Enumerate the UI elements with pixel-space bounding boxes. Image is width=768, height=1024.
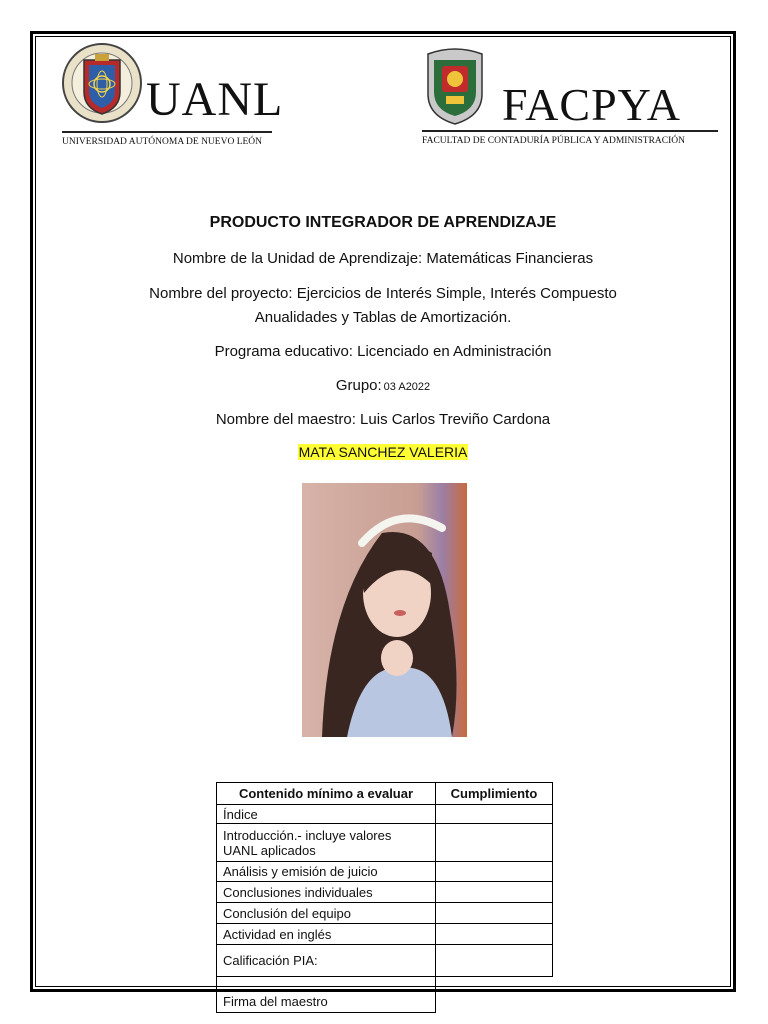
compliance-cell <box>436 924 553 945</box>
document-title: PRODUCTO INTEGRADOR DE APRENDIZAJE <box>209 214 557 231</box>
table-row <box>217 945 553 977</box>
table-row <box>217 824 553 862</box>
project-name-line2: Anualidades y Tablas de Amortización. <box>254 309 512 326</box>
header-content: Contenido mínimo a evaluar <box>217 783 436 805</box>
row-label: Firma del maestro <box>217 977 436 1013</box>
uanl-seal-icon <box>62 42 144 126</box>
group-value: 03 A2022 <box>383 381 431 393</box>
table-row <box>217 882 553 903</box>
student-name: MATA SANCHEZ VALERIA <box>298 444 468 460</box>
group-label: Grupo: <box>335 377 382 394</box>
uanl-logo <box>60 42 284 157</box>
uanl-wordmark: UANL <box>146 73 284 126</box>
facpya-rule <box>422 130 718 132</box>
learning-unit: Nombre de la Unidad de Aprendizaje: Matemáticas Financieras <box>172 250 594 267</box>
teacher-name: Nombre del maestro: Luis Carlos Treviño Cardona <box>215 411 551 428</box>
project-name-line1: Nombre del proyecto: Ejercicios de Interés Simple, Interés Compuesto <box>149 285 617 302</box>
compliance-cell <box>436 862 553 882</box>
table-row <box>217 862 553 882</box>
table-row <box>217 903 553 924</box>
compliance-cell <box>436 805 553 824</box>
compliance-cell <box>436 882 553 903</box>
facpya-subtitle: FACULTAD DE CONTADURÍA PÚBLICA Y ADMINISTRACIÓN <box>422 136 685 146</box>
student-line <box>35 444 731 461</box>
facpya-wordmark: FACPYA <box>502 79 681 130</box>
uanl-rule <box>62 131 272 133</box>
row-label: Introducción.- incluye valores UANL aplicados <box>217 824 436 862</box>
grade-cell <box>436 945 553 977</box>
educational-program: Programa educativo: Licenciado en Administración <box>214 343 552 360</box>
row-label: Conclusión del equipo <box>217 903 436 924</box>
table-row <box>217 924 553 945</box>
table-row <box>217 977 553 1013</box>
student-photo <box>302 483 467 737</box>
header-compliance: Cumplimiento <box>436 783 553 805</box>
facpya-logo <box>420 44 720 154</box>
facpya-shield-icon <box>424 44 486 126</box>
row-label: Calificación PIA: <box>217 945 436 977</box>
table-header-row <box>217 783 553 805</box>
group <box>35 377 731 394</box>
row-label: Análisis y emisión de juicio <box>217 862 436 882</box>
compliance-cell <box>436 903 553 924</box>
signature-cell <box>436 977 553 1013</box>
row-label: Índice <box>217 805 436 824</box>
table-row <box>217 805 553 824</box>
uanl-subtitle: UNIVERSIDAD AUTÓNOMA DE NUEVO LEÓN <box>62 137 263 147</box>
row-label: Actividad en inglés <box>217 924 436 945</box>
row-label: Conclusiones individuales <box>217 882 436 903</box>
compliance-cell <box>436 824 553 862</box>
evaluation-table <box>216 782 553 1013</box>
